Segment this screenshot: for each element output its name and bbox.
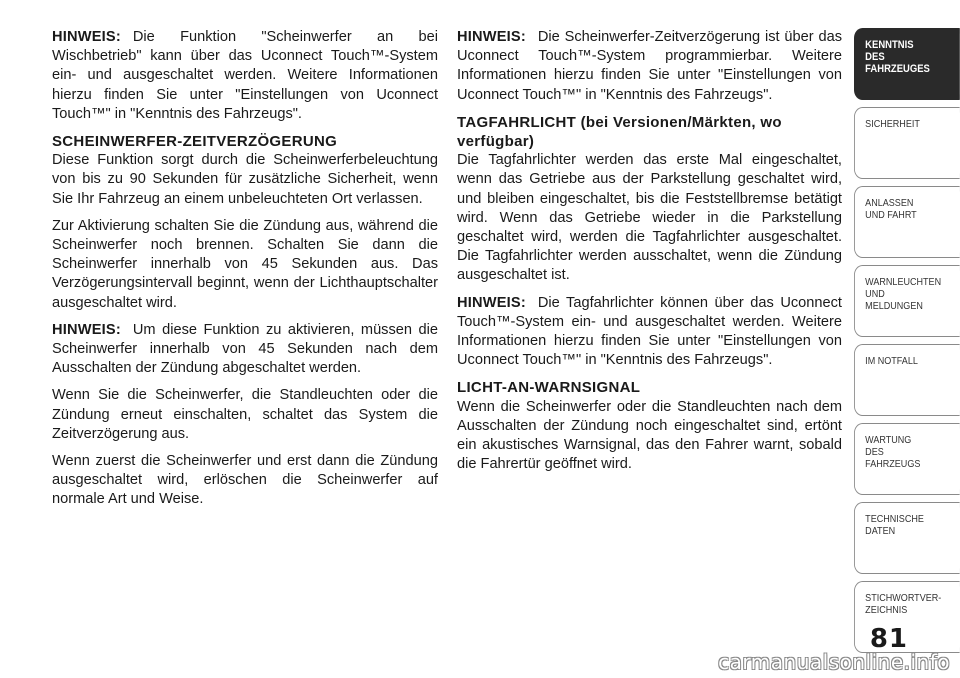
- note-paragraph: [52, 321, 438, 379]
- tab-warnleuchten-und-meldungen[interactable]: [854, 265, 960, 337]
- watermark: carmanualsonline.info: [718, 650, 950, 674]
- note-text: Um diese Funktion zu aktivieren, müssen die Scheinwerfer innerhalb von 45 Sekunden nach dem Ausschalten der Zündung abgeschaltet werden.: [52, 321, 438, 377]
- page-number: 81: [869, 624, 908, 654]
- tab-technische-daten[interactable]: [854, 502, 960, 574]
- tab-im-notfall[interactable]: [854, 344, 960, 416]
- note-label: HINWEIS:: [457, 29, 526, 45]
- note-label: HINWEIS:: [52, 321, 121, 338]
- note-label: HINWEIS:: [52, 29, 121, 45]
- left-column: [52, 28, 438, 518]
- section-heading-headlight-delay: SCHEINWERFER-ZEITVERZÖGERUNG: [52, 133, 338, 151]
- note-text: Die Funktion "Scheinwerfer an bei Wischbetrieb" kann über das Uconnect Touch™-System ein- und ausgeschaltet werden. Weitere Informationen hierzu finden Sie unter "Einstellungen von Uconnect Touch™" in "Kenntnis des Fahrzeugs".: [52, 29, 438, 122]
- tab-kenntnis-des-fahrzeuges[interactable]: [854, 28, 960, 100]
- body-paragraph: Wenn die Scheinwerfer oder die Standleuchten nach dem Ausschalten der Zündung noch eingeschaltet sind, ertönt ein akustisches Warnsignal, das den Fahrer warnt, sobald die Fahrertür geöffnet wird.: [457, 398, 842, 473]
- tab-sicherheit[interactable]: [854, 107, 960, 179]
- tab-wartung-des-fahrzeugs[interactable]: [854, 423, 960, 495]
- note-text: Die Tagfahrlichter können über das Uconnect Touch™-System ein- und ausgeschaltet werden. Weitere Informationen hierzu finden Sie unter "Einstellungen von Uconnect Touch™" in "Kenntnis des Fahrzeugs".: [457, 294, 842, 369]
- note-paragraph: [52, 28, 438, 124]
- body-paragraph: Wenn Sie die Scheinwerfer, die Standleuchten oder die Zündung erneut einschalten, schaltet das System die Zeitverzögerung aus.: [52, 387, 438, 442]
- note-paragraph: [457, 28, 842, 105]
- body-paragraph: Zur Aktivierung schalten Sie die Zündung aus, während die Scheinwerfer noch brennen. Schalten Sie dann die Scheinwerfer innerhalb von 45 Sekunden aus. Das Verzögerungsintervall beginnt, wenn der Lichthauptschalter ausgeschaltet wird.: [52, 217, 438, 311]
- tab-label: WARNLEUCHTEN UND MELDUNGEN: [865, 276, 942, 312]
- body-paragraph: Diese Funktion sorgt durch die Scheinwerferbeleuchtung von bis zu 90 Sekunden für zusätzliche Sicherheit, wenn Sie Ihr Fahrzeug an einem unbeleuchteten Ort verlassen.: [52, 152, 438, 207]
- section-heading-daytime-lights: TAGFAHRLICHT (bei Versionen/Märkten, wo verfügbar): [457, 113, 782, 151]
- tab-label: IM NOTFALL: [865, 355, 918, 367]
- tab-label: STICHWORTVER- ZEICHNIS: [865, 592, 942, 616]
- note-paragraph: [457, 294, 842, 371]
- tab-label: SICHERHEIT: [865, 118, 920, 130]
- tab-label: WARTUNG DES FAHRZEUGS: [865, 434, 921, 470]
- section-heading-lights-on-warning: LICHT-AN-WARNSIGNAL: [457, 379, 641, 397]
- right-column: [457, 28, 842, 482]
- note-text: Die Scheinwerfer-Zeitverzögerung ist über das Uconnect Touch™-System programmierbar. Weitere Informationen hierzu finden Sie unter "Einstellungen von Uconnect Touch™" in "Kenntnis des Fahrzeugs".: [457, 29, 842, 103]
- body-paragraph: Die Tagfahrlichter werden das erste Mal eingeschaltet, wenn das Getriebe aus der Parkstellung geschaltet wird, und bleiben eingeschaltet, bis die Feststellbremse betätigt wird. Wenn das Getriebe wieder in die Parkstellung geschaltet wird, werden die Tagfahrlichter ausgeschaltet. Die Tagfahrlichter werden ausschaltet, wenn die Zündung ausgeschaltet ist.: [457, 152, 842, 284]
- tab-anlassen-und-fahrt[interactable]: [854, 186, 960, 258]
- tab-label: TECHNISCHE DATEN: [865, 513, 924, 537]
- note-label: HINWEIS:: [457, 294, 526, 311]
- tab-label: ANLASSEN UND FAHRT: [865, 197, 917, 221]
- chapter-tabs: [854, 28, 960, 660]
- body-paragraph: Wenn zuerst die Scheinwerfer und erst dann die Zündung ausgeschaltet wird, erlöschen die Scheinwerfer auf normale Art und Weise.: [52, 453, 438, 508]
- tab-label: KENNTNIS DES FAHRZEUGES: [865, 39, 930, 75]
